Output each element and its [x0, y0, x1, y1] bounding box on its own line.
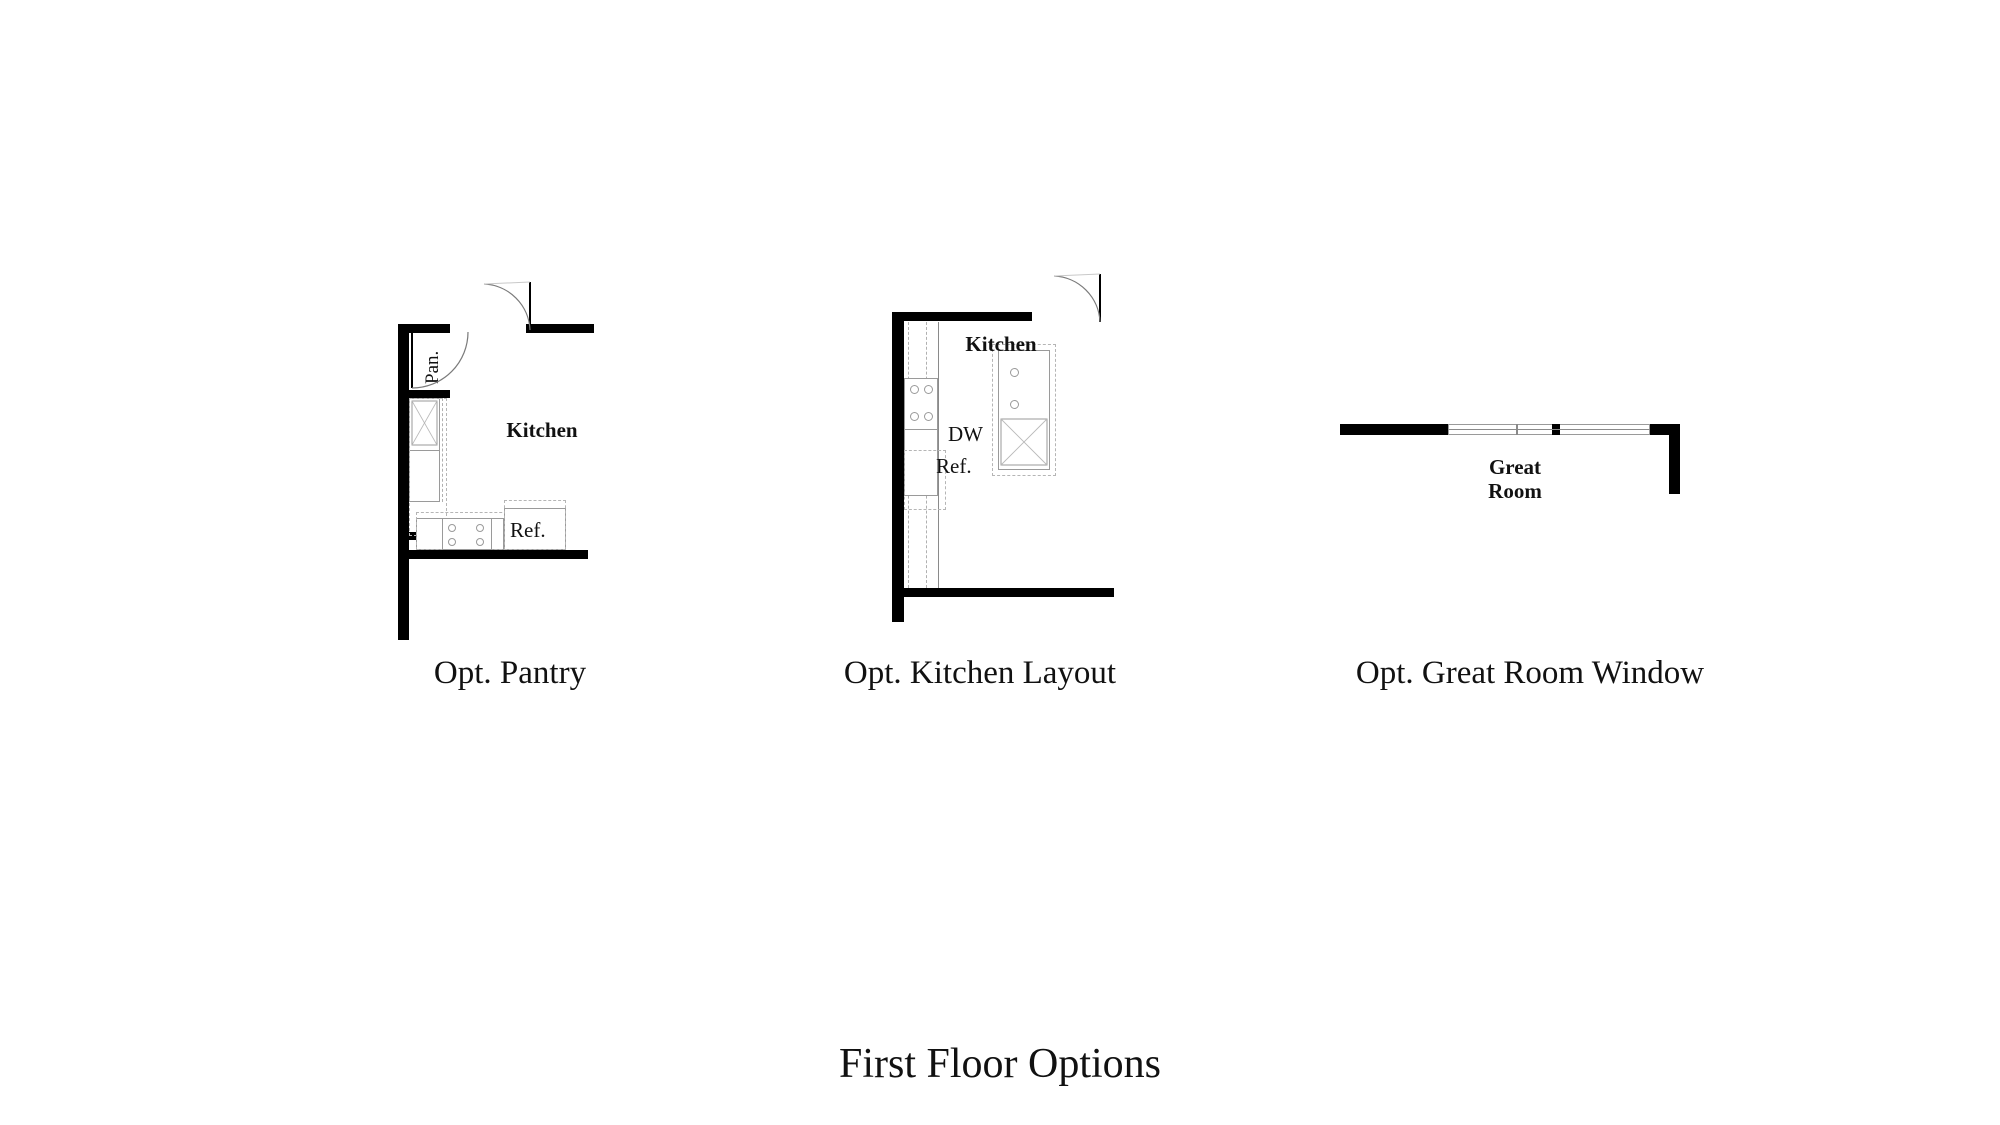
caption-opt-kitchen-layout: Opt. Kitchen Layout — [843, 655, 1117, 691]
sink-icon — [1000, 418, 1048, 466]
option-opt-pantry — [380, 300, 640, 640]
room-label-kitchen: Kitchen — [965, 332, 1037, 356]
refrigerator-label: Ref. — [510, 518, 546, 542]
pantry-label: Pan. — [422, 350, 443, 384]
wall-bottom — [892, 588, 1114, 597]
burner-icon — [448, 524, 456, 532]
wall-left-exterior — [892, 312, 904, 622]
option-opt-great-room-window — [1330, 400, 1710, 560]
refrigerator-label: Ref. — [936, 454, 972, 478]
wall-left-stub — [398, 540, 406, 560]
wall-top — [892, 312, 1032, 321]
burner-icon — [924, 385, 933, 394]
burner-icon — [476, 538, 484, 546]
dishwasher-label: DW — [948, 422, 983, 446]
wall-bottom-main — [398, 550, 588, 559]
option-opt-kitchen-layout — [880, 300, 1160, 640]
wall-right-return — [1669, 424, 1680, 494]
great-room-label-line1: Great — [1488, 455, 1542, 479]
caption-opt-great-room-window: Opt. Great Room Window — [1355, 655, 1705, 691]
burner-icon — [924, 412, 933, 421]
burner-icon — [1010, 400, 1019, 409]
window-glazing-line — [1448, 429, 1650, 430]
burner-icon — [910, 385, 919, 394]
range-cooktop — [904, 378, 938, 430]
wall-left-exterior — [398, 324, 409, 640]
room-label-great-room — [1440, 455, 1590, 503]
wall-top-left — [1340, 424, 1448, 435]
wall-left-stub — [892, 588, 901, 622]
sheet-title: First Floor Options — [838, 1041, 1162, 1087]
burner-icon — [1010, 368, 1019, 377]
entry-door-swing-icon — [458, 278, 538, 358]
caption-opt-pantry: Opt. Pantry — [433, 655, 587, 691]
burner-icon — [476, 524, 484, 532]
room-label-kitchen: Kitchen — [506, 418, 578, 442]
burner-icon — [448, 538, 456, 546]
great-room-label-line2: Room — [1488, 479, 1542, 504]
burner-icon — [910, 412, 919, 421]
